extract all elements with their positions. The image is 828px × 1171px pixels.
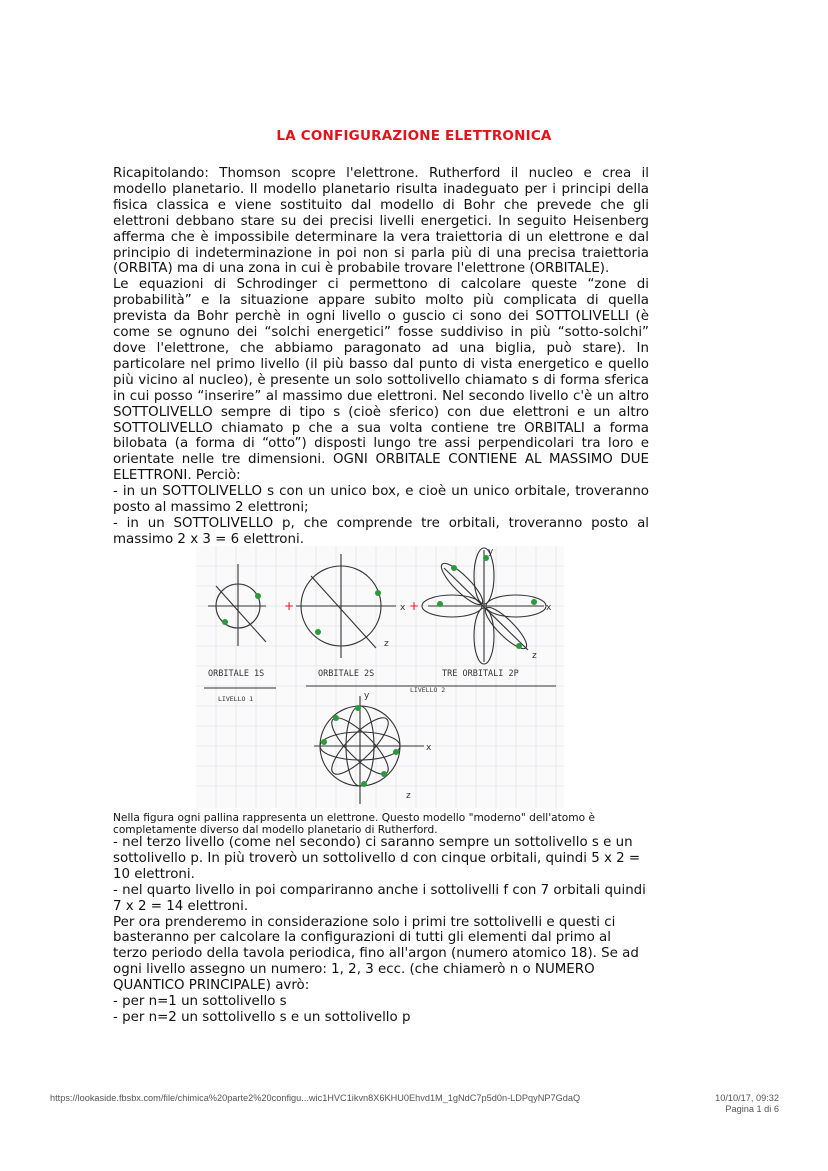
electron [531,599,537,605]
svg-text:+: + [284,599,295,613]
label-tre-orbitali-2p: TRE ORBITALI 2P [442,669,519,679]
orbital-combined [314,696,424,804]
orbital-2s [296,554,396,658]
electron [516,643,522,649]
electron [393,749,399,755]
axis-label: z [532,651,537,661]
paragraph: Per ora prenderemo in considerazione solo i primi tre sottolivelli e questi ci basteranno per calcolare la configurazioni di tutti gli elementi dal primo al terzo periodo della tavola periodica, fino all'argon (numero atomico 18). Se ad ogni livello assegno un numero: 1, 2, 3 ecc. (che chiamerò n o NUMERO QUANTICO PRINCIPALE) avrò: [113,914,639,994]
paragraph: - per n=1 un sottolivello s [113,994,287,1010]
axis-label: x [546,603,552,613]
electron [321,739,327,745]
label-livello-1: LIVELLO 1 [218,695,254,703]
orbitals-figure [196,546,564,808]
page-title: LA CONFIGURAZIONE ELETTRONICA [276,128,552,144]
electron [315,629,321,635]
orbital-1s [208,564,266,646]
label-orbitale-1s: ORBITALE 1S [208,669,265,679]
paragraph: - per n=2 un sottolivello s e un sottolivello p [113,1009,411,1025]
electron [375,590,381,596]
footer-meta [715,1093,779,1115]
paragraph: Ricapitolando: Thomson scopre l'elettrone. Rutherford il nucleo e crea il modello planetario. Il modello planetario risulta inadeguato per i principi della fisica classica e viene sostituito dal modello di Bohr che prevede che gli elettroni debbano stare su dei precisi livelli energetici. In seguito Heisenberg afferma che è impossibile determinare la vera traiettoria di un elettrone e dal principio di indeterminazione in poi non si parla più di una precisa traiettoria (ORBITA) ma di una zona in cui è probabile trovare l'elettrone (ORBITALE). [113,166,649,277]
electron [355,705,361,711]
axis-label: x [400,603,406,613]
axis-label: x [426,743,432,753]
electron [361,781,367,787]
label-livello-2: LIVELLO 2 [410,686,446,694]
electron [333,715,339,721]
electron [451,565,457,571]
electron [255,593,261,599]
footer-page-number: Pagina 1 di 6 [725,1104,779,1114]
axis-label: z [384,639,389,649]
electron [437,601,443,607]
footer-url: https://lookaside.fbsbx.com/file/chimica%20parte2%20configu...wic1HVC1ikvn8X6KHU0Ehvd1M_1gNdC7p5d0n-LDPqyNP7GdaQ [50,1093,581,1103]
paragraph: - nel terzo livello (come nel secondo) ci saranno sempre un sottolivello s e un sottolivello p. In più troverò un sottolivello d con cinque orbitali, quindi 5 x 2 = 10 elettroni. [113,835,641,882]
paragraph: - in un SOTTOLIVELLO s con un unico box, e cioè un unico orbitale, troveranno posto al massimo 2 elettroni; [113,484,649,516]
axis-label: y [488,547,494,557]
paragraph: - in un SOTTOLIVELLO p, che comprende tre orbitali, troveranno posto al massimo 2 x 3 = 6 elettroni. [113,515,649,547]
paragraph: - nel quarto livello in poi compariranno anche i sottolivelli f con 7 orbitali quindi 7 x 2 = 14 elettroni. [113,882,646,914]
label-orbitale-2s: ORBITALE 2S [318,669,375,679]
figure-caption: Nella figura ogni pallina rappresenta un elettrone. Questo modello "moderno" dell'atomo è completamente diverso dal modello planetario di Rutherford. [113,812,595,837]
paragraph: Le equazioni di Schrodinger ci permettono di calcolare queste “zone di probabilità” e la situazione appare subito molto più complicata di quella prevista da Bohr perchè in ogni livello o guscio ci sono dei SOTTOLIVELLI (è come se ognuno dei “solchi energetici” fosse suddiviso in più “sotto-solchi” dove l'elettrone, che abbiamo paragonato ad una biglia, può stare). In particolare nel primo livello (il più basso dal punto di vista energetico e quello più vicino al nucleo), è presente un solo sottolivello chiamato s di forma sferica in cui posso “inserire” al massimo due elettroni. Nel secondo livello c'è un altro SOTTOLIVELLO sempre di tipo s (cioè sferico) con due elettroni e un altro SOTTOLIVELLO chiamato p che a sua volta contiene tre ORBITALI a forma bilobata (a forma di “otto”) disposti lungo tre assi perpendicolari tra loro e orientate nelle tre dimensioni. OGNI ORBITALE CONTIENE AL MASSIMO DUE ELETTRONI. Perciò: [113,277,649,484]
intro-text [113,166,649,548]
electron [222,619,228,625]
after-text [113,835,649,1026]
axis-label: y [364,691,370,701]
electron [381,771,387,777]
svg-text:+: + [409,599,420,613]
axis-label: z [406,791,411,801]
footer-datetime: 10/10/17, 09:32 [715,1093,779,1103]
